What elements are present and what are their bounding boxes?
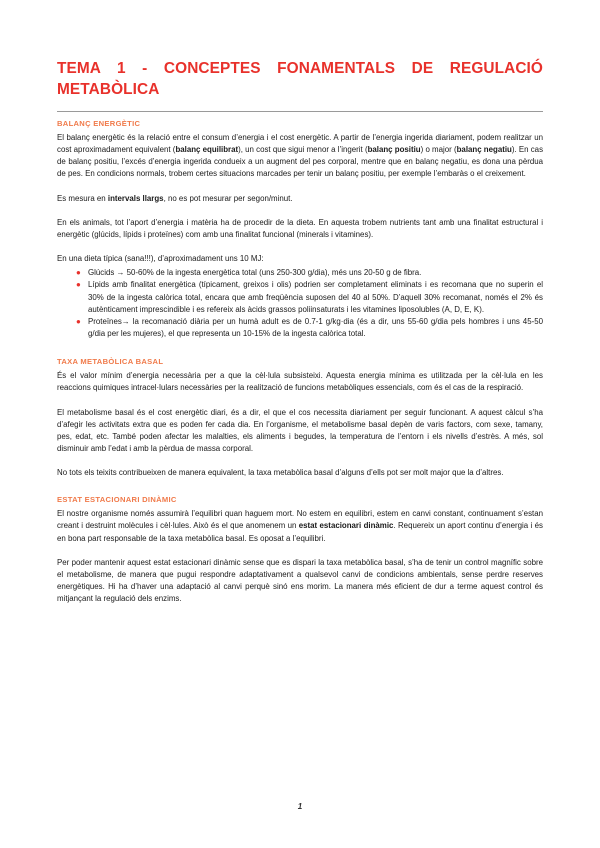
bullet-icon: ●	[76, 280, 81, 290]
paragraph-balanc-dieta: En els animals, tot l’aport d’energia i matèria ha de procedir de la dieta. En aquesta trobem nutrients tant amb una finalitat estructural i energètic (glúcids, lípids i proteïnes) com amb una finalitat funcional (minerals i vitamines).	[57, 217, 543, 239]
paragraph-taxa-3: No tots els teixits contribueixen de manera equivalent, la taxa metabòlica basal d’alguns d’ells pot ser molt major que la d’altres.	[57, 468, 504, 478]
term-balanc-negatiu: balanç negatiu	[456, 145, 512, 155]
section-estat-estacionari	[57, 494, 543, 605]
list-item: ● Proteïnes→ la recomanació diària per un humà adult es de 0.7-1 g/kg·dia (és a dir, uns 55-60 g/dia pels hombres i uns 45-50 g/dia per les mujeres), el que representa un 10-15% de la ingesta calòrica total.	[76, 316, 543, 339]
term-estat-estacionari: estat estacionari dinàmic	[298, 521, 394, 531]
list-item: ● Lípids amb finalitat energètica (típicament, greixos i olis) podrien ser completament eliminats i es recomana que no superin el 30% de la ingesta calòrica total, encara que amb freqüència suposen del 40 al 50%. D’aquell 30% recomanat, només el 2% és autènticament imprescindible i es refereix als àcids grassos poliinsaturats i les vitamines liposolubles (A, D, E, K).	[76, 280, 543, 314]
paragraph-estat-1: El nostre organisme només assumirà l’equilibri quan haguem mort. No estem en equilibri, estem en canvi constant, continuament s’estan creant i destruint molècules i cèl·lules. Això és el que anomenem un estat estacionari dinàmic. Requereix un aport continu d’energia i és en bona part responsable de la taxa metabòlica basal. Es oposat a l’equilibri.	[57, 509, 543, 543]
nutrient-list	[57, 267, 543, 340]
list-intro: En una dieta típica (sana!!!), d’aproximadament uns 10 MJ:	[57, 254, 264, 264]
term-intervals-llargs: intervals llargs	[107, 193, 164, 203]
paragraph-taxa-1: És el valor mínim d’energia necessària per a que la cèl·lula subsisteixi. Aquesta energia mínima es utilitzada per la cèl·lula en les reaccions quimiques intracel·lulars necessàries per la realització de funcions metabòliques essencials, com és el cas de la respiració.	[57, 371, 543, 393]
bullet-icon: ●	[76, 316, 81, 326]
paragraph-balanc-measure: Es mesura en intervals llargs, no es pot mesurar per segon/minut.	[57, 193, 293, 203]
term-balanc-equilibrat: balanç equilibrat	[175, 145, 239, 155]
title-divider	[57, 111, 543, 112]
section-heading-estat: ESTAT ESTACIONARI DINÀMIC	[57, 495, 177, 505]
bullet-icon: ●	[76, 268, 81, 278]
page-title: TEMA 1 - CONCEPTES FONAMENTALS DE REGULACIÓ METABÒLICA	[57, 60, 543, 98]
list-item: ● Glúcids → 50-60% de la ingesta energètica total (uns 250-300 g/dia), més uns 20-50 g de fibra.	[57, 267, 543, 279]
page-number: 1	[297, 802, 303, 811]
section-balanc-energetic	[57, 118, 543, 340]
paragraph-estat-2: Per poder mantenir aquest estat estacionari dinàmic sense que es dispari la taxa metabòlica basal, s’ha de tenir un control magnífic sobre el metabolisme, de manera que pugui respondre adaptativament a qualsevol canvi de condicions ambientals, sense perdre reserves energètiques. Hi ha d’haver una adaptació al canvi perquè sinó ens morim. La manera més eficient de dur a terme aquest control és mitjançant la regulació dels enzims.	[57, 557, 543, 604]
section-taxa-metabolica	[57, 356, 543, 479]
paragraph-taxa-2: El metabolisme basal és el cost energètic diari, és a dir, el que el cos necessita diariament per seguir funcionant. A aquest càlcul s’ha d’afegir les activitats extra que es poden fer cada dia. En l’organisme, el metabolisme basal depèn de varis factors, com sexe, tamany, pes, edat, etc. També poden afectar les malalties, els aliments i begudes, la temperatura de l’entorn i els nivells d’estrès. A més, sol disminuir amb l’edat i amb la pèrdua de massa corporal.	[57, 407, 543, 453]
section-heading-balanc: BALANÇ ENERGÈTIC	[57, 119, 141, 128]
term-balanc-positiu: balanç positiu	[367, 145, 421, 155]
section-heading-taxa: TAXA METABÒLICA BASAL	[57, 357, 164, 367]
paragraph-balanc-definition: El balanç energètic és la relació entre el consum d’energia i el cost energètic. A partir de l’energia ingerida diariament, podem realitzar un cost aproximadament equivalent (balanç equilibrat), un cost que sigui menor a l’ingerit (balanç positiu) o major (balanç negatiu). En cas de balanç positiu, l’excés d’energia ingerida condueix a un augment del pes corporal, mentre que en balanç negatiu, es dona una pèrdua de pes. En condicions normals, trobem certes situacions marcades per tenir un balanç positiu, per exemple l’embaràs o el creixement.	[57, 133, 544, 179]
